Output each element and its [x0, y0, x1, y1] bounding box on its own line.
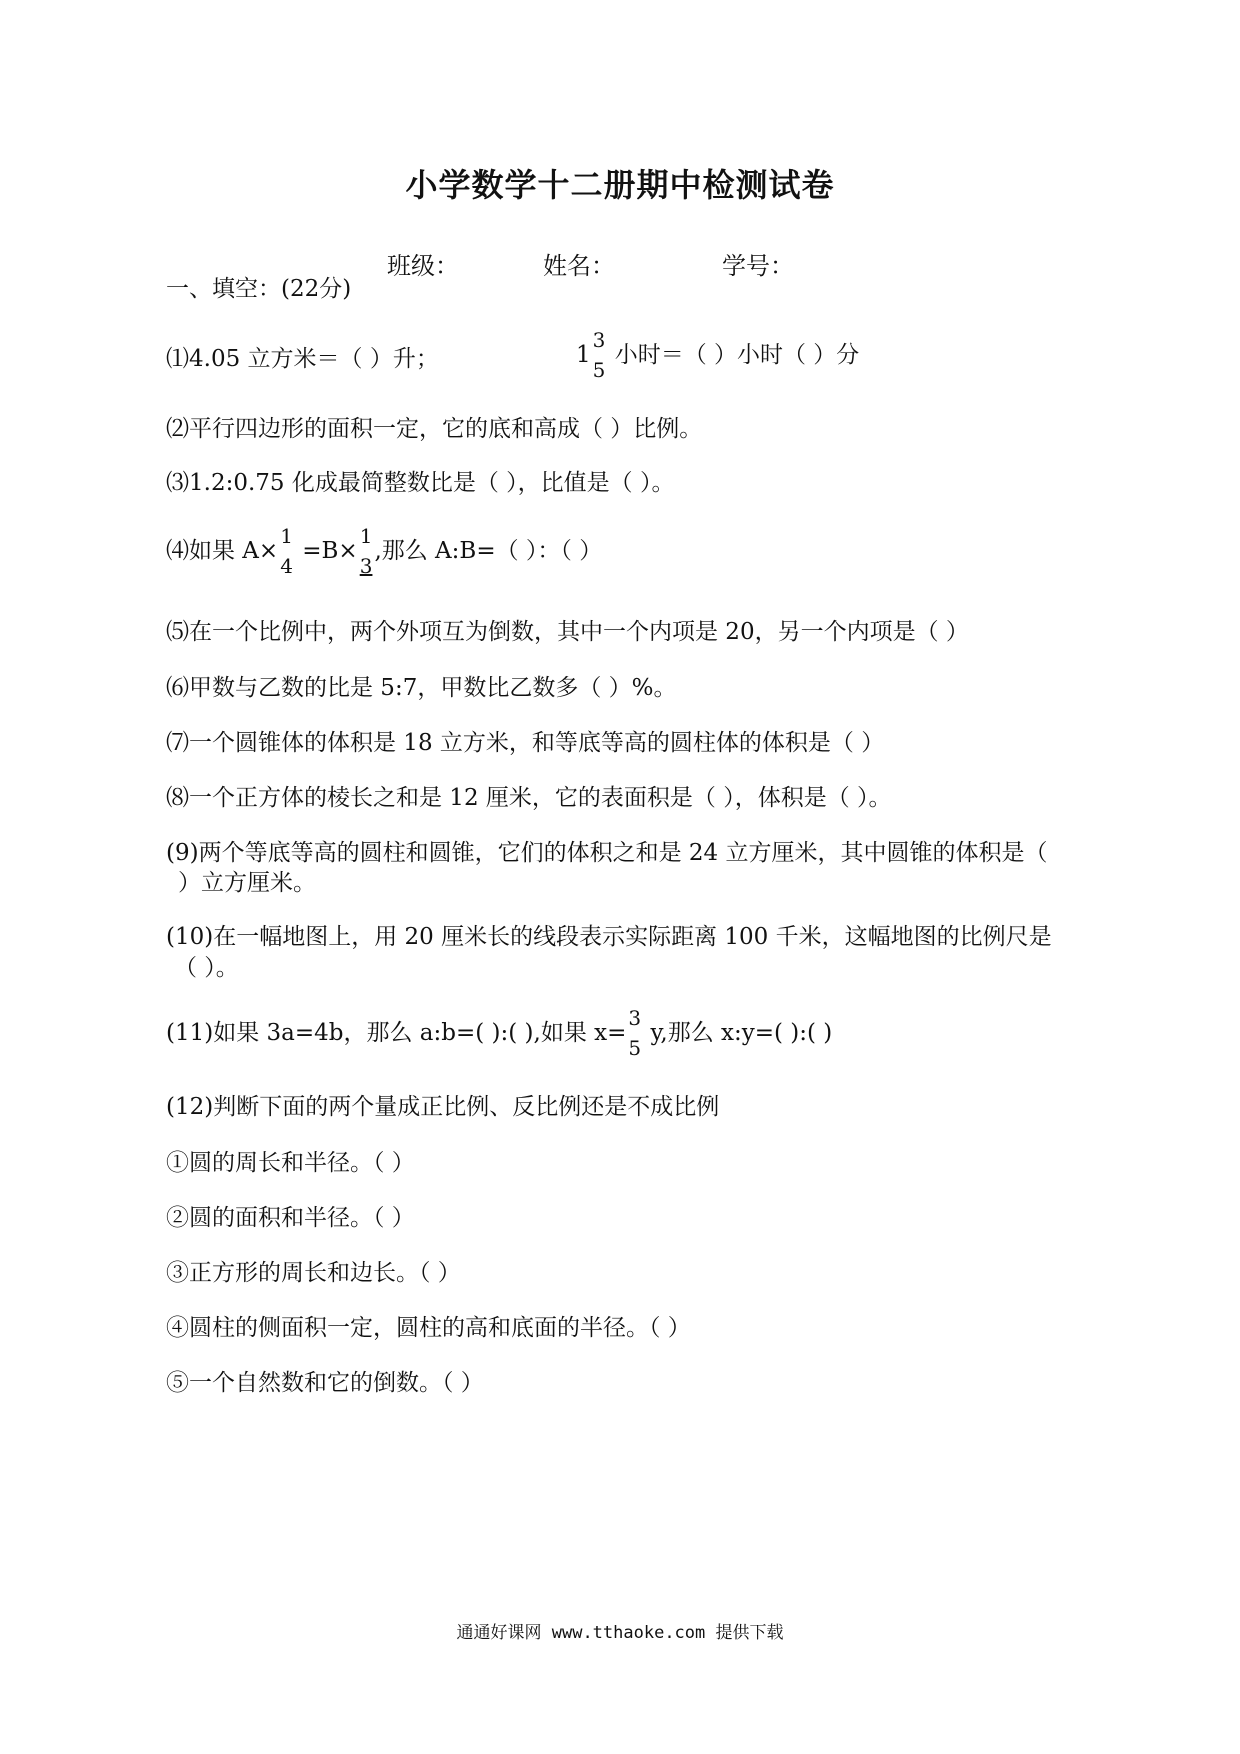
judgment-item: ①圆的周长和半径。（ ） [166, 1150, 415, 1176]
name-label: 姓名： [543, 252, 615, 280]
judgment-item: ⑤一个自然数和它的倒数。（ ） [166, 1370, 484, 1396]
page-title: 小学数学十二册期中检测试卷 [405, 166, 835, 204]
class-label: 班级： [387, 252, 459, 280]
question-8: ⑻一个正方体的棱长之和是 12 厘米，它的表面积是（ ），体积是（ ）。 [166, 785, 892, 811]
question-11-suffix: y,那么 x:y=( ):( ) [650, 1020, 833, 1046]
question-9-line-2: ）立方厘米。 [178, 870, 316, 896]
section-heading: 一、填空：(22分) [166, 276, 352, 302]
question-11 [166, 1008, 832, 1068]
fraction-numerator: 3 [628, 1006, 642, 1030]
question-9-line-1: (9)两个等底等高的圆柱和圆锥，它们的体积之和是 24 立方厘米，其中圆锥的体积是（ [166, 840, 1048, 866]
fraction [280, 526, 293, 576]
question-6: ⑹甲数与乙数的比是 5:7，甲数比乙数多（ ）%。 [166, 675, 677, 701]
question-2: ⑵平行四边形的面积一定，它的底和高成（ ）比例。 [166, 416, 703, 442]
judgment-item: ④圆柱的侧面积一定，圆柱的高和底面的半径。（ ） [166, 1315, 691, 1341]
fraction-denominator: 3 [359, 554, 373, 578]
question-11-prefix: (11)如果 3a=4b，那么 a:b=( ):( ),如果 x= [166, 1020, 627, 1046]
question-4-mid: =B× [302, 538, 358, 564]
fraction [593, 330, 606, 380]
judgment-item: ②圆的面积和半径。（ ） [166, 1205, 415, 1231]
fraction-numerator: 1 [359, 524, 373, 548]
fraction-denominator: 5 [592, 358, 606, 382]
fraction-denominator: 5 [628, 1036, 642, 1060]
footer-download-note: 通通好课网 www.tthaoke.com 提供下载 [456, 1623, 784, 1643]
question-10-line-1: (10)在一幅地图上，用 20 厘米长的线段表示实际距离 100 千米，这幅地图的比例尺是 [166, 924, 1052, 950]
mixed-number-whole: 1 [576, 342, 591, 368]
judgment-item: ③正方形的周长和边长。（ ） [166, 1260, 461, 1286]
question-1-right [576, 330, 859, 390]
question-1-left: ⑴4.05 立方米＝（ ）升； [166, 346, 439, 372]
question-4-prefix: ⑷如果 A× [166, 538, 279, 564]
fraction [628, 1008, 641, 1058]
question-10-line-2: （ ）。 [174, 955, 239, 981]
question-12-heading: (12)判断下面的两个量成正比例、反比例还是不成比例 [166, 1094, 720, 1120]
fraction-numerator: 1 [280, 524, 293, 548]
fraction-denominator: 4 [280, 554, 293, 578]
question-4-suffix: ,那么 A:B=（ ）：（ ） [374, 538, 603, 564]
question-3: ⑶1.2:0.75 化成最简整数比是（ ），比值是（ ）。 [166, 470, 675, 496]
question-4 [166, 526, 602, 586]
question-7: ⑺一个圆锥体的体积是 18 立方米，和等底等高的圆柱体的体积是（ ） [166, 730, 885, 756]
student-id-label: 学号： [722, 252, 794, 280]
question-1-right-text: 小时＝（ ）小时（ ）分 [614, 342, 860, 368]
fraction-numerator: 3 [592, 328, 606, 352]
fraction [360, 526, 373, 576]
question-5: ⑸在一个比例中，两个外项互为倒数，其中一个内项是 20，另一个内项是（ ） [166, 619, 969, 645]
